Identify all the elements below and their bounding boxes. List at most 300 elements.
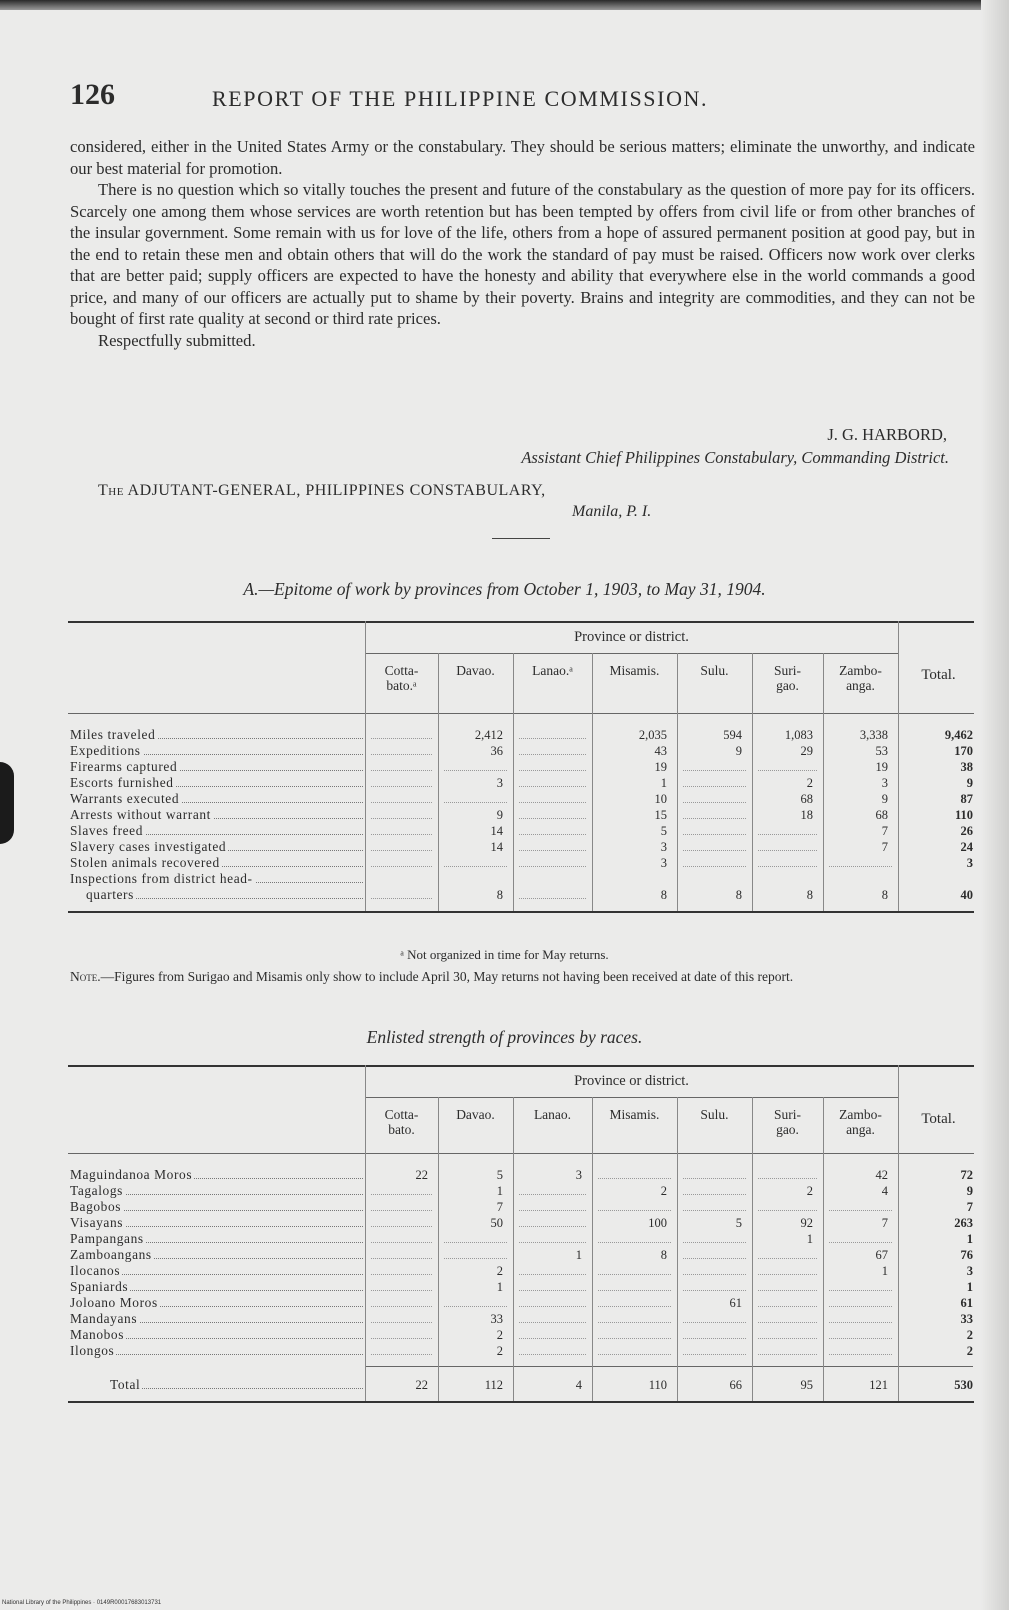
body-text: [70, 136, 975, 351]
table-cell: 15: [654, 808, 667, 822]
empty-cell-dots: [683, 849, 746, 851]
table-cell: 2: [806, 776, 813, 790]
table-cell: 2: [660, 1184, 667, 1198]
empty-cell-dots: [758, 1273, 817, 1275]
empty-cell-dots: [519, 1225, 586, 1227]
row-label-text: Maguindanoa Moros: [70, 1167, 193, 1182]
empty-cell-dots: [598, 1241, 671, 1243]
empty-cell-dots: [829, 1241, 892, 1243]
empty-cell-dots: [758, 1353, 817, 1355]
empty-cell-dots: [683, 1257, 746, 1259]
table-cell: 7: [881, 840, 888, 854]
empty-cell-dots: [444, 865, 507, 867]
table-cell: 53: [875, 744, 888, 758]
empty-cell-dots: [519, 753, 586, 755]
table-cell: 7: [496, 1200, 503, 1214]
body-column-divider: [898, 713, 899, 911]
table-cell: 1: [575, 1248, 582, 1262]
column-header: Cotta- bato.: [384, 1107, 419, 1137]
column-header: Davao.: [456, 1107, 495, 1122]
column-header: Zambo- anga.: [839, 663, 882, 693]
table-cell: 9: [881, 792, 888, 806]
empty-cell-dots: [371, 769, 432, 771]
row-label-continued: [86, 887, 363, 903]
table-cell: 14: [490, 840, 503, 854]
total-row-rule: [365, 1366, 973, 1367]
table-top-rule: [68, 1065, 974, 1067]
row-label: [70, 1327, 363, 1343]
table-cell: 33: [490, 1312, 503, 1326]
row-label-text: quarters: [86, 887, 134, 902]
table-cell: 22: [415, 1168, 428, 1182]
table-top-rule: [68, 621, 974, 623]
row-label-text: Warrants executed: [70, 791, 180, 806]
row-label-text: Escorts furnished: [70, 775, 174, 790]
table-b-title: Enlisted strength of provinces by races.: [366, 1027, 643, 1047]
empty-cell-dots: [758, 849, 817, 851]
table-cell: 8: [881, 888, 888, 902]
row-label: [70, 1343, 363, 1359]
body-column-divider: [365, 713, 366, 911]
table-cell: 1: [660, 776, 667, 790]
empty-cell-dots: [598, 1321, 671, 1323]
column-header: Misamis.: [609, 1107, 660, 1122]
column-header: Davao.: [456, 663, 495, 678]
column-header: Lanao.: [533, 1107, 572, 1122]
row-label-text: Spaniards: [70, 1279, 129, 1294]
empty-cell-dots: [683, 1193, 746, 1195]
row-label-text: Slaves freed: [70, 823, 144, 838]
table-cell: 3: [660, 856, 667, 870]
column-divider: [752, 1097, 753, 1153]
row-label: [70, 1167, 363, 1183]
note-text: —Figures from Surigao and Misamis only show to include April 30, May returns not having been received at date of this report.: [100, 969, 794, 984]
row-label-text: Manobos: [70, 1327, 125, 1342]
column-divider: [677, 1097, 678, 1153]
row-label-text: Zamboangans: [70, 1247, 152, 1262]
table-cell: 121: [869, 1378, 888, 1392]
empty-cell-dots: [519, 801, 586, 803]
total-cell: 1: [966, 1232, 973, 1246]
empty-cell-dots: [371, 753, 432, 755]
table-cell: 22: [415, 1378, 428, 1392]
province-group-rule: [365, 653, 898, 654]
total-cell: 530: [954, 1378, 973, 1392]
table-cell: 68: [875, 808, 888, 822]
body-column-divider: [438, 1153, 439, 1401]
empty-cell-dots: [444, 769, 507, 771]
empty-cell-dots: [371, 897, 432, 899]
empty-cell-dots: [519, 769, 586, 771]
table-cell: 1: [806, 1232, 813, 1246]
empty-cell-dots: [683, 1337, 746, 1339]
body-column-divider: [438, 713, 439, 911]
row-label: [70, 1263, 363, 1279]
row-label: [70, 775, 363, 791]
table-cell: 68: [800, 792, 813, 806]
table-cell: 50: [490, 1216, 503, 1230]
total-cell: 26: [960, 824, 973, 838]
row-label-text: Ilocanos: [70, 1263, 121, 1278]
body-column-divider: [592, 713, 593, 911]
column-header: Sulu.: [700, 663, 729, 678]
column-divider: [677, 653, 678, 713]
row-label-text: Stolen animals recovered: [70, 855, 220, 870]
column-header: Cotta- bato.ᵃ: [384, 663, 419, 693]
empty-cell-dots: [683, 1241, 746, 1243]
empty-cell-dots: [371, 865, 432, 867]
empty-cell-dots: [598, 1209, 671, 1211]
empty-cell-dots: [519, 1241, 586, 1243]
empty-cell-dots: [519, 785, 586, 787]
total-cell: 7: [966, 1200, 973, 1214]
total-cell: 72: [960, 1168, 973, 1182]
paragraph-3: Respectfully submitted.: [98, 330, 256, 350]
row-label: [70, 1279, 363, 1295]
total-cell: 1: [966, 1280, 973, 1294]
table-cell: 8: [660, 1248, 667, 1262]
table-cell: 1: [881, 1264, 888, 1278]
column-divider: [592, 653, 593, 713]
empty-cell-dots: [683, 785, 746, 787]
province-group-header: Province or district.: [574, 629, 689, 645]
body-column-divider: [823, 1153, 824, 1401]
table-cell: 3: [660, 840, 667, 854]
row-label: [70, 1231, 363, 1247]
paragraph-2: There is no question which so vitally touches the present and future of the constabulary as the question of more pay for its officers. Scarcely one among them whose services are worth retention but has been tempted by offers from civil life or from other branches of the insular government. Some remain with us for love of the life, others from a hope of assured permanent position at good pay, but in the end to retain these men and obtain others that will do the work the standard of pay must be raised. Officers now work over clerks that are better paid; supply officers are expected to have the honesty and ability that everywhere else in the world commands a good price, and many of our officers are actually put to shame by their poverty. Brains and integrity are commodities, and they can not be bought of first rate quality at second or third rate prices.: [70, 180, 975, 328]
table-cell: 4: [575, 1378, 582, 1392]
row-label: [70, 727, 363, 743]
empty-cell-dots: [598, 1177, 671, 1179]
empty-cell-dots: [758, 1257, 817, 1259]
empty-cell-dots: [683, 1209, 746, 1211]
empty-cell-dots: [371, 1353, 432, 1355]
row-label-text: Firearms captured: [70, 759, 178, 774]
table-a-title: A.—Epitome of work by provinces from October 1, 1903, to May 31, 1904.: [243, 579, 766, 599]
row-label-text: Bagobos: [70, 1199, 122, 1214]
row-label-text: Visayans: [70, 1215, 124, 1230]
total-cell: 61: [960, 1296, 973, 1310]
empty-cell-dots: [683, 1321, 746, 1323]
total-cell: 40: [960, 888, 973, 902]
column-divider: [513, 1097, 514, 1153]
empty-cell-dots: [519, 1353, 586, 1355]
row-label-text: Arrests without warrant: [70, 807, 211, 822]
total-cell: 3: [966, 1264, 973, 1278]
signature-name: J. G. HARBORD,: [827, 425, 947, 444]
table-cell: 2: [496, 1328, 503, 1342]
total-cell: 38: [960, 760, 973, 774]
table-cell: 1,083: [784, 728, 813, 742]
total-cell: 9: [966, 1184, 973, 1198]
column-divider: [823, 653, 824, 713]
body-column-divider: [752, 713, 753, 911]
table-cell: 2: [496, 1264, 503, 1278]
table-cell: 7: [881, 824, 888, 838]
column-divider: [438, 653, 439, 713]
empty-cell-dots: [683, 1177, 746, 1179]
empty-cell-dots: [519, 1289, 586, 1291]
addressee: The ADJUTANT-GENERAL, PHILIPPINES CONSTABULARY,: [98, 482, 546, 499]
total-cell: 87: [960, 792, 973, 806]
empty-cell-dots: [519, 865, 586, 867]
body-column-divider: [823, 713, 824, 911]
empty-cell-dots: [371, 737, 432, 739]
row-label-text: Pampangans: [70, 1231, 144, 1246]
empty-cell-dots: [758, 1337, 817, 1339]
empty-cell-dots: [371, 1321, 432, 1323]
leader-dots: [110, 1388, 363, 1389]
empty-cell-dots: [519, 817, 586, 819]
total-cell: 2: [966, 1328, 973, 1342]
table-cell: 2: [496, 1344, 503, 1358]
row-label: [70, 823, 363, 839]
table-bottom-rule: [68, 911, 974, 913]
body-column-divider: [365, 1153, 366, 1401]
column-divider: [592, 1097, 593, 1153]
empty-cell-dots: [829, 1321, 892, 1323]
total-cell: 2: [966, 1344, 973, 1358]
empty-cell-dots: [519, 1209, 586, 1211]
table-cell: 112: [484, 1378, 503, 1392]
column-divider: [438, 1097, 439, 1153]
empty-cell-dots: [371, 1193, 432, 1195]
row-label-text: Inspections from district head-: [70, 871, 253, 886]
table-cell: 594: [723, 728, 742, 742]
empty-cell-dots: [758, 1321, 817, 1323]
header-bottom-rule: [68, 1153, 974, 1154]
empty-cell-dots: [829, 1353, 892, 1355]
empty-cell-dots: [829, 1337, 892, 1339]
table-cell: 100: [648, 1216, 667, 1230]
table-cell: 3,338: [859, 728, 888, 742]
empty-cell-dots: [371, 1273, 432, 1275]
empty-cell-dots: [519, 1305, 586, 1307]
column-header: Suri- gao.: [774, 663, 801, 693]
table-cell: 5: [735, 1216, 742, 1230]
empty-cell-dots: [371, 1225, 432, 1227]
column-divider: [823, 1097, 824, 1153]
total-cell: 170: [954, 744, 973, 758]
table-cell: 66: [729, 1378, 742, 1392]
column-header: Zambo- anga.: [839, 1107, 882, 1137]
running-head: REPORT OF THE PHILIPPINE COMMISSION.: [212, 86, 709, 111]
scan-right-edge: [981, 0, 1009, 1610]
empty-cell-dots: [519, 737, 586, 739]
column-header: Sulu.: [700, 1107, 729, 1122]
row-label-text: Tagalogs: [70, 1183, 123, 1198]
empty-cell-dots: [758, 769, 817, 771]
empty-cell-dots: [519, 1273, 586, 1275]
page-number: 126: [70, 78, 115, 111]
row-label: [70, 1247, 363, 1263]
row-label: [70, 791, 363, 807]
row-label: [70, 855, 363, 871]
addressee-place: Manila, P. I.: [572, 503, 652, 520]
total-cell: 9: [966, 776, 973, 790]
empty-cell-dots: [371, 1209, 432, 1211]
table-cell: 95: [800, 1378, 813, 1392]
paragraph-1: considered, either in the United States Army or the constabulary. They should be serious matters; eliminate the unworthy, and indicate our best material for promotion.: [70, 137, 975, 178]
total-cell: 3: [966, 856, 973, 870]
table-cell: 8: [496, 888, 503, 902]
signature-title: Assistant Chief Philippines Constabulary, Commanding District.: [521, 448, 949, 467]
empty-cell-dots: [683, 801, 746, 803]
empty-cell-dots: [829, 1209, 892, 1211]
row-label: [70, 871, 363, 887]
empty-cell-dots: [444, 801, 507, 803]
note-key: Note.: [70, 969, 101, 984]
section-divider: [492, 538, 550, 539]
empty-cell-dots: [683, 769, 746, 771]
empty-cell-dots: [829, 1289, 892, 1291]
row-label: [70, 1311, 363, 1327]
empty-cell-dots: [444, 1305, 507, 1307]
empty-cell-dots: [371, 833, 432, 835]
table-a-note: [70, 970, 975, 984]
table-cell: 10: [654, 792, 667, 806]
scan-thumb-mark: [0, 762, 14, 844]
empty-cell-dots: [519, 1337, 586, 1339]
table-cell: 67: [875, 1248, 888, 1262]
table-cell: 42: [875, 1168, 888, 1182]
table-cell: 61: [729, 1296, 742, 1310]
row-label: [70, 839, 363, 855]
table-cell: 110: [648, 1378, 667, 1392]
empty-cell-dots: [829, 865, 892, 867]
table-cell: 2: [806, 1184, 813, 1198]
empty-cell-dots: [829, 1305, 892, 1307]
empty-cell-dots: [598, 1289, 671, 1291]
table-cell: 19: [654, 760, 667, 774]
column-header: Misamis.: [609, 663, 660, 678]
scan-credit: National Library of the Philippines · 0149R00017683013731: [2, 1600, 162, 1606]
scan-top-edge: [0, 0, 1009, 10]
header-bottom-rule: [68, 713, 974, 714]
table-bottom-rule: [68, 1401, 974, 1403]
table-a-footnote: ᵃ Not organized in time for May returns.: [400, 947, 609, 962]
empty-cell-dots: [758, 1209, 817, 1211]
empty-cell-dots: [519, 849, 586, 851]
empty-cell-dots: [758, 865, 817, 867]
table-cell: 9: [735, 744, 742, 758]
province-group-rule: [365, 1097, 898, 1098]
empty-cell-dots: [683, 817, 746, 819]
table-cell: 2,035: [638, 728, 667, 742]
body-column-divider: [677, 1153, 678, 1401]
empty-cell-dots: [519, 897, 586, 899]
body-column-divider: [752, 1153, 753, 1401]
table-cell: 3: [575, 1168, 582, 1182]
table-cell: 5: [496, 1168, 503, 1182]
empty-cell-dots: [519, 1321, 586, 1323]
row-label: [70, 1183, 363, 1199]
column-divider: [752, 653, 753, 713]
table-cell: 14: [490, 824, 503, 838]
table-cell: 8: [806, 888, 813, 902]
table-cell: 1: [496, 1280, 503, 1294]
table-cell: 1: [496, 1184, 503, 1198]
row-label: [70, 759, 363, 775]
table-cell: 19: [875, 760, 888, 774]
header-divider-total: [898, 1065, 899, 1153]
row-label-text: Slavery cases investigated: [70, 839, 227, 854]
province-group-header: Province or district.: [574, 1073, 689, 1089]
table-cell: 18: [800, 808, 813, 822]
table-cell: 7: [881, 1216, 888, 1230]
body-column-divider: [677, 713, 678, 911]
table-cell: 9: [496, 808, 503, 822]
total-column-header: Total.: [921, 667, 956, 683]
empty-cell-dots: [519, 833, 586, 835]
table-cell: 92: [800, 1216, 813, 1230]
row-label: [70, 807, 363, 823]
empty-cell-dots: [371, 801, 432, 803]
body-column-divider: [592, 1153, 593, 1401]
empty-cell-dots: [758, 1289, 817, 1291]
row-label: [70, 1199, 363, 1215]
empty-cell-dots: [371, 849, 432, 851]
total-row-label: [110, 1377, 363, 1393]
table-cell: 3: [496, 776, 503, 790]
empty-cell-dots: [519, 1193, 586, 1195]
row-label-text: Expeditions: [70, 743, 141, 758]
empty-cell-dots: [371, 1337, 432, 1339]
row-label: [70, 1295, 363, 1311]
empty-cell-dots: [371, 1257, 432, 1259]
column-header: Lanao.ᵃ: [532, 663, 573, 678]
row-label-text: Mandayans: [70, 1311, 138, 1326]
total-cell: 110: [954, 808, 973, 822]
total-cell: 33: [960, 1312, 973, 1326]
empty-cell-dots: [371, 1289, 432, 1291]
empty-cell-dots: [683, 865, 746, 867]
column-divider: [513, 653, 514, 713]
table-cell: 4: [881, 1184, 888, 1198]
empty-cell-dots: [758, 833, 817, 835]
total-column-header: Total.: [921, 1111, 956, 1127]
table-cell: 36: [490, 744, 503, 758]
table-cell: 29: [800, 744, 813, 758]
empty-cell-dots: [371, 1241, 432, 1243]
empty-cell-dots: [683, 1273, 746, 1275]
empty-cell-dots: [371, 817, 432, 819]
empty-cell-dots: [444, 1257, 507, 1259]
empty-cell-dots: [598, 1273, 671, 1275]
table-cell: 43: [654, 744, 667, 758]
row-label-text: Ilongos: [70, 1343, 115, 1358]
empty-cell-dots: [371, 1305, 432, 1307]
empty-cell-dots: [758, 1305, 817, 1307]
table-cell: 2,412: [474, 728, 503, 742]
row-label-text: Joloano Moros: [70, 1295, 158, 1310]
body-column-divider: [898, 1153, 899, 1401]
row-label-text: Miles traveled: [70, 727, 156, 742]
empty-cell-dots: [598, 1353, 671, 1355]
empty-cell-dots: [371, 785, 432, 787]
row-label-text: Total: [110, 1377, 141, 1392]
total-cell: 76: [960, 1248, 973, 1262]
empty-cell-dots: [683, 1353, 746, 1355]
empty-cell-dots: [683, 1289, 746, 1291]
table-cell: 8: [660, 888, 667, 902]
table-cell: 3: [881, 776, 888, 790]
row-label: [70, 1215, 363, 1231]
table-cell: 8: [735, 888, 742, 902]
body-column-divider: [513, 1153, 514, 1401]
empty-cell-dots: [683, 833, 746, 835]
body-column-divider: [513, 713, 514, 911]
